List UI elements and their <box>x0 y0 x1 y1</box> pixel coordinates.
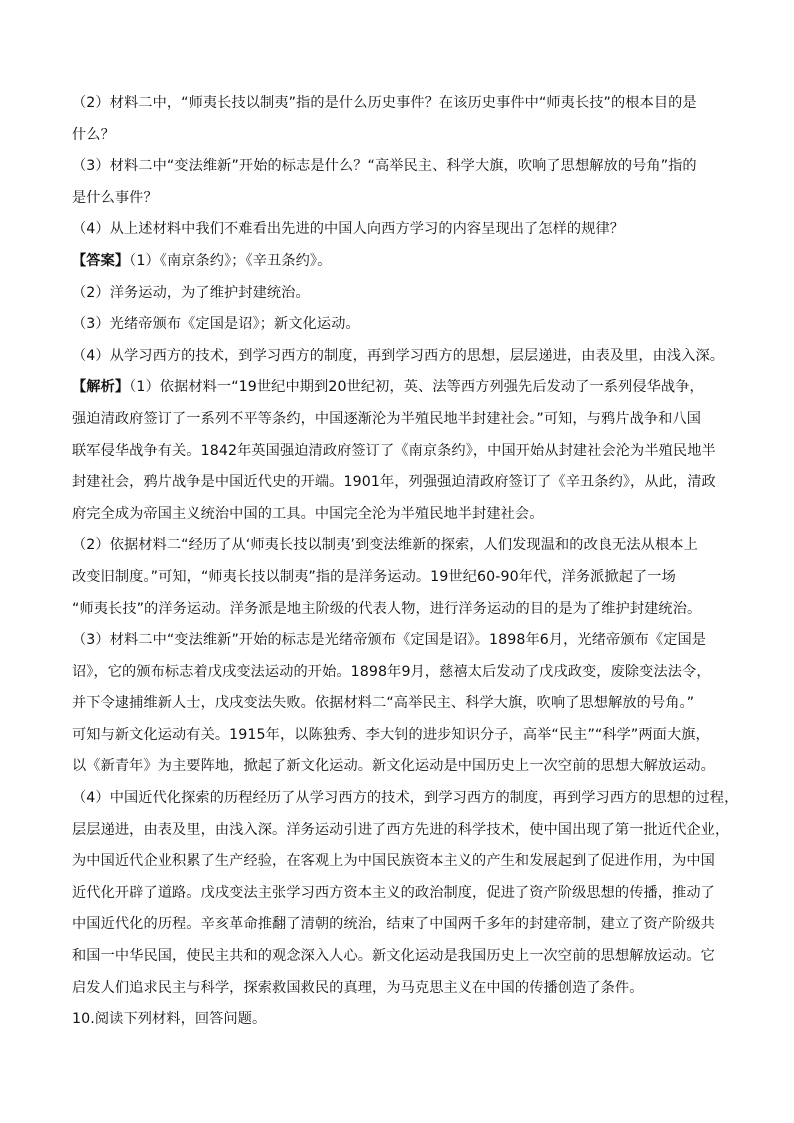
answer-1-line <box>72 246 732 278</box>
analysis-3-line-1: （3）材料二中“变法维新”开始的标志是光绪帝颁布《定国是诏》。1898年6月，光绪帝颁布《定国是 <box>72 632 707 649</box>
analysis-1-line-1 <box>72 372 732 404</box>
analysis-4-line-6: 和国一中华民国，使民主共和的观念深入人心。新文化运动是我国历史上一次空前的思想解放运动。它 <box>72 948 715 965</box>
answer-4-line: （4）从学习西方的技术，到学习西方的制度，再到学习西方的思想，层层递进，由表及里，由浅入深。 <box>72 347 725 364</box>
question-2-line-2: 什么？ <box>72 126 115 143</box>
analysis-1-line-3: 联军侵华战争有关。1842年英国强迫清政府签订了《南京条约》，中国开始从封建社会沦为半殖民地半 <box>72 442 716 459</box>
analysis-4-line-1: （4）中国近代化探索的历程经历了从学习西方的技术，到学习西方的制度，再到学习西方的思想的过程， <box>72 790 739 807</box>
analysis-4-line-2: 层层递进，由表及里，由浅入深。洋务运动引进了西方先进的科学技术，使中国出现了第一批近代企业， <box>72 821 730 838</box>
analysis-2-line-2: 改变旧制度。”可知，“师夷长技以制夷”指的是洋务运动。19世纪60-90年代，洋务派掀起了一场 <box>72 568 676 585</box>
analysis-label: 【解析】 <box>72 379 130 396</box>
analysis-4-line-4: 近代化开辟了道路。戊戌变法主张学习西方资本主义的政治制度，促进了资产阶级思想的传播，推动了 <box>72 884 715 901</box>
answer-1-text: （1）《南京条约》；《辛丑条约》。 <box>129 252 332 269</box>
analysis-3-line-3: 并下令逮捕维新人士，戊戌变法失败。依据材料二“高举民主、科学大旗，吹响了思想解放的号角。” <box>72 695 695 712</box>
analysis-3-line-5: 以《新青年》为主要阵地，掀起了新文化运动。新文化运动是中国历史上一次空前的思想大解放运动。 <box>72 758 715 775</box>
analysis-1-text: （1）依据材料一“19世纪中期到20世纪初，英、法等西方列强先后发动了一系列侵华战争， <box>129 379 704 396</box>
question-10-heading: 10.阅读下列材料，回答问题。 <box>72 1011 267 1028</box>
document-body <box>72 88 739 1036</box>
analysis-1-line-5: 府完全成为帝国主义统治中国的工具。中国完全沦为半殖民地半封建社会。 <box>72 505 544 522</box>
analysis-4-line-5: 中国近代化的历程。辛亥革命推翻了清朝的统治，结束了中国两千多年的封建帝制，建立了资产阶级共 <box>72 916 715 933</box>
analysis-4-line-3: 为中国近代企业积累了生产经验，在客观上为中国民族资本主义的产生和发展起到了促进作用，为中国 <box>72 853 715 870</box>
question-3-line-1: （3）材料二中“变法维新”开始的标志是什么？“高举民主、科学大旗，吹响了思想解放的号角”指的 <box>72 158 697 175</box>
question-3-line-2: 是什么事件？ <box>72 189 158 206</box>
analysis-1-line-2: 强迫清政府签订了一系列不平等条约，中国逐渐沦为半殖民地半封建社会。”可知，与鸦片战争和八国 <box>72 410 702 427</box>
analysis-2-line-3: “师夷长技”的洋务运动。洋务派是地主阶级的代表人物，进行洋务运动的目的是为了维护封建统治。 <box>72 600 702 617</box>
answer-2-line: （2）洋务运动，为了维护封建统治。 <box>72 284 310 301</box>
analysis-2-line-1: （2）依据材料二“经历了从‘师夷长技以制夷’到变法维新的探索，人们发现温和的改良无法从根本上 <box>72 537 698 554</box>
analysis-1-line-4: 封建社会，鸦片战争是中国近代史的开端。1901年，列强强迫清政府签订了《辛丑条约》，从此，清政 <box>72 474 716 491</box>
question-2-line-1: （2）材料二中，“师夷长技以制夷”指的是什么历史事件？在该历史事件中“师夷长技”的根本目的是 <box>72 95 697 111</box>
answer-label: 【答案】 <box>72 252 130 269</box>
question-4-line: （4）从上述材料中我们不难看出先进的中国人向西方学习的内容呈现出了怎样的规律？ <box>72 221 625 238</box>
analysis-3-line-2: 诏》，它的颁布标志着戊戌变法运动的开始。1898年9月，慈禧太后发动了戊戌政变，废除变法法令， <box>72 663 711 680</box>
analysis-3-line-4: 可知与新文化运动有关。1915年，以陈独秀、李大钊的进步知识分子，高举“民主”“科学”两面大旗， <box>72 726 710 743</box>
answer-3-line: （3）光绪帝颁布《定国是诏》；新文化运动。 <box>72 316 360 333</box>
analysis-4-line-7: 启发人们追求民主与科学，探索救国救民的真理，为马克思主义在中国的传播创造了条件。 <box>72 979 644 996</box>
